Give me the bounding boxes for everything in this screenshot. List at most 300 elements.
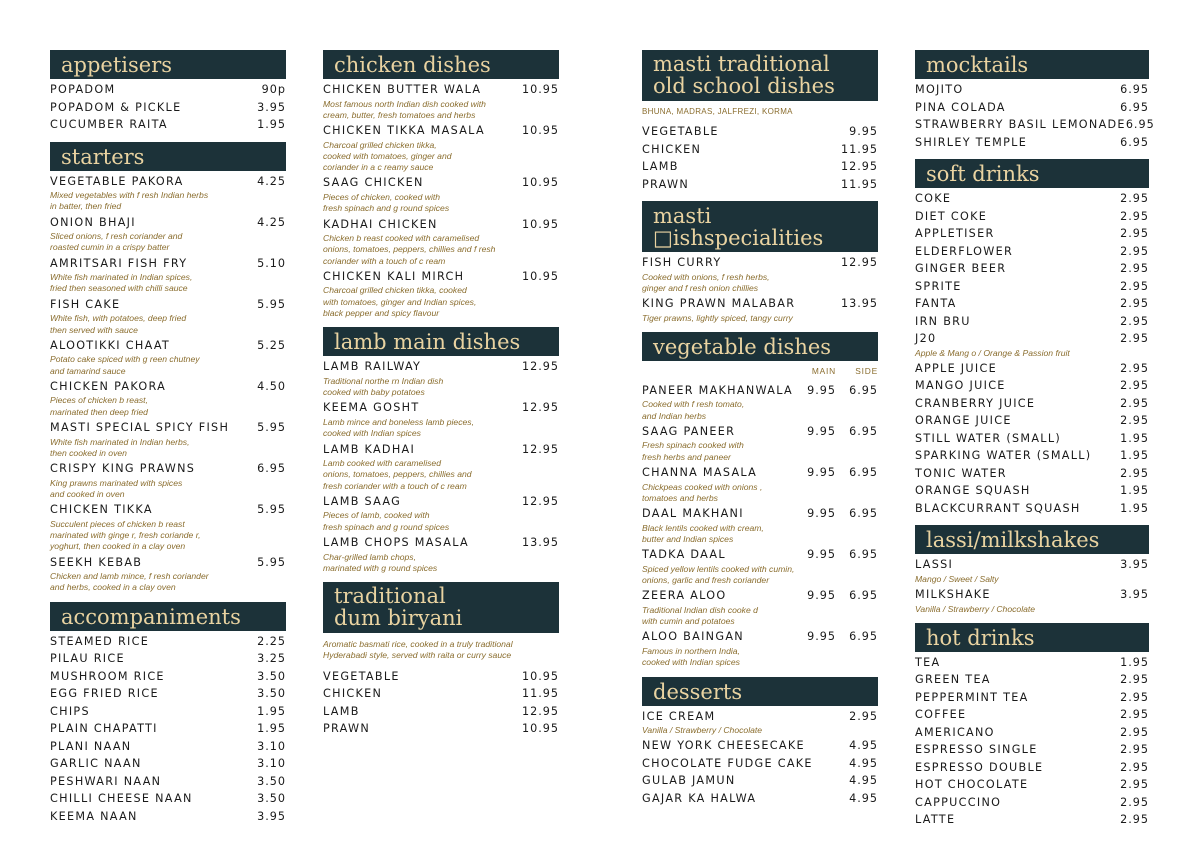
item-price: 1.95 [1120, 449, 1149, 463]
menu-item [915, 795, 1149, 812]
item-price: 11.95 [521, 687, 559, 701]
item-price: 2.95 [1120, 361, 1149, 375]
menu-item [915, 483, 1149, 500]
menu-item [323, 721, 559, 738]
item-name: TONIC WATER [915, 466, 1007, 480]
menu-item [915, 448, 1149, 465]
item-description [50, 190, 286, 213]
item-description [323, 376, 559, 399]
menu-section [915, 525, 1149, 615]
item-name: CRANBERRY JUICE [915, 396, 1036, 410]
section-header [915, 159, 1149, 188]
item-price: 1.95 [1120, 655, 1149, 669]
item-price: 10.95 [521, 124, 559, 138]
item-name: KEEMA GOSHT [323, 401, 420, 415]
section-header [50, 602, 286, 631]
description-line: butter and Indian spices [642, 533, 734, 544]
menu-column-2 [323, 50, 559, 746]
item-description [642, 725, 878, 736]
menu-item [915, 279, 1149, 296]
description-line: and herbs, cooked in a clay oven [50, 582, 176, 593]
price-column-header: MAIN [811, 365, 836, 376]
item-row [642, 791, 878, 808]
item-price: 3.95 [257, 809, 286, 823]
item-row [323, 217, 559, 234]
item-name: SAAG CHICKEN [323, 176, 424, 190]
item-row [323, 175, 559, 192]
description-line: cooked with baby potatoes [323, 387, 425, 398]
item-row [642, 773, 878, 790]
price-column-headers [642, 361, 878, 380]
item-description [642, 646, 878, 669]
item-row [915, 361, 1149, 378]
item-price-main: 9.95 [807, 466, 836, 480]
item-row [915, 448, 1149, 465]
item-row [642, 424, 878, 441]
item-row [915, 209, 1149, 226]
item-name: FISH CURRY [642, 256, 722, 269]
item-name: CUCUMBER RAITA [50, 118, 168, 131]
description-line: fried then seasoned with chilli sauce [50, 283, 188, 294]
item-price: 2.95 [1120, 192, 1149, 205]
item-name: CHIPS [50, 704, 90, 718]
menu-section [323, 582, 559, 738]
item-price: 10.95 [521, 83, 559, 96]
item-row [642, 756, 878, 773]
item-name: STRAWBERRY BASIL LEMONADE [915, 118, 1126, 131]
description-line: White fish marinated in Indian herbs, [50, 436, 190, 447]
item-price: 3.95 [257, 100, 286, 114]
intro-line: Aromatic basmati rice, cooked in a truly traditional [323, 639, 513, 650]
item-name: COFFEE [915, 708, 967, 722]
item-name: TEA [915, 655, 941, 669]
item-row [323, 704, 559, 721]
item-name: PEPPERMINT TEA [915, 690, 1029, 704]
item-name: MASTI SPECIAL SPICY FISH [50, 421, 230, 435]
menu-items [642, 121, 878, 193]
item-price: 10.95 [521, 669, 559, 683]
description-line: Black lentils cooked with cream, [642, 522, 764, 533]
menu-item [50, 686, 286, 703]
menu-item [642, 142, 878, 159]
description-line: Lamb cooked with caramelised [323, 458, 441, 469]
section-subtitle: BHUNA, MADRAS, JALFREZI, KORMA [642, 107, 793, 116]
item-price: 3.50 [257, 774, 286, 788]
item-prices [794, 465, 878, 482]
item-name: APPLE JUICE [915, 361, 997, 375]
item-row [915, 431, 1149, 448]
item-name: PLAIN CHAPATTI [50, 722, 158, 736]
menu-items [915, 652, 1149, 829]
item-name: CHICKEN [642, 142, 702, 156]
menu-item [50, 774, 286, 791]
description-line: Most famous north Indian dish cooked with [323, 98, 486, 109]
item-price: 2.95 [1120, 778, 1149, 792]
description-line: Famous in northern India, [642, 645, 740, 656]
item-description [323, 140, 559, 174]
menu-item [915, 209, 1149, 226]
item-prices [794, 383, 878, 400]
item-name: GREEN TEA [915, 673, 991, 687]
item-description [50, 395, 286, 418]
item-row [50, 686, 286, 703]
item-prices [794, 629, 878, 646]
description-line: Chicken and lamb mince, f resh coriander [50, 571, 209, 582]
item-row [642, 629, 878, 646]
menu-item [915, 396, 1149, 413]
section-title: mocktails [926, 53, 1029, 77]
section-title: masti traditional [653, 52, 830, 76]
item-row [915, 501, 1149, 518]
menu-item [323, 269, 559, 319]
item-price: 2.95 [1120, 708, 1149, 722]
item-price: 3.25 [257, 652, 286, 666]
menu-item [915, 742, 1149, 759]
menu-item [915, 812, 1149, 829]
item-name: KING PRAWN MALABAR [642, 297, 796, 311]
menu-items [915, 79, 1155, 151]
description-line: cooked with Indian spices [323, 428, 421, 439]
item-price: 6.95 [1125, 118, 1155, 131]
item-description [50, 519, 286, 553]
item-price: 3.50 [257, 792, 286, 806]
price-column-header: SIDE [855, 365, 878, 376]
menu-item [915, 760, 1149, 777]
item-price-side: 6.95 [849, 548, 878, 562]
section-header [915, 525, 1149, 554]
menu-item [323, 669, 559, 686]
description-line: White fish, with potatoes, deep fried [50, 313, 187, 324]
menu-item [915, 655, 1149, 672]
item-price: 2.95 [1120, 466, 1149, 480]
item-row [915, 279, 1149, 296]
description-line: marinated then deep fried [50, 406, 148, 417]
item-description [323, 99, 559, 122]
item-name: ALOO BAINGAN [642, 630, 744, 644]
item-row [915, 587, 1149, 604]
item-price-main: 9.95 [807, 507, 836, 521]
menu-item [323, 217, 559, 267]
section-title: traditional [334, 584, 446, 609]
item-row [642, 177, 878, 194]
item-name: GULAB JAMUN [642, 774, 736, 788]
menu-item [50, 256, 286, 295]
item-row [915, 466, 1149, 483]
menu-item [323, 442, 559, 492]
menu-column-4 [915, 50, 1155, 837]
item-description [642, 399, 878, 422]
item-name: EGG FRIED RICE [50, 687, 159, 701]
item-price: 10.95 [521, 217, 559, 231]
item-price: 2.95 [1120, 262, 1149, 275]
item-row [642, 738, 878, 755]
menu-section [642, 332, 878, 669]
item-name: BLACKCURRANT SQUASH [915, 501, 1081, 515]
menu-items [915, 188, 1149, 517]
item-description [642, 605, 878, 628]
item-row [323, 686, 559, 703]
menu-section [50, 50, 286, 134]
item-description [323, 552, 559, 575]
item-price: 2.95 [1120, 725, 1149, 739]
menu-item [915, 501, 1149, 518]
menu-item [915, 331, 1149, 359]
menu-items [642, 380, 878, 669]
item-name: FISH CAKE [50, 297, 121, 311]
item-row [915, 296, 1149, 313]
description-line: Charcoal grilled chicken tikka, cooked [323, 285, 467, 296]
menu-item [50, 555, 286, 594]
menu-item [915, 587, 1149, 615]
description-line: cooked with tomatoes, ginger and [323, 150, 452, 161]
item-name: LATTE [915, 813, 956, 827]
item-name: LAMB CHOPS MASALA [323, 536, 469, 550]
item-price: 6.95 [1120, 83, 1149, 96]
description-line: cream, butter, fresh tomatoes and herbs [323, 109, 476, 120]
menu-item [50, 420, 286, 459]
description-line: with tomatoes, ginger and Indian spices, [323, 296, 477, 307]
item-name: DAAL MAKHANI [642, 507, 744, 521]
item-row [50, 555, 286, 572]
section-header [323, 582, 559, 633]
item-price-side: 6.95 [849, 383, 878, 397]
item-row [915, 707, 1149, 724]
item-price: 2.95 [1120, 227, 1149, 240]
description-line: onions, tomatoes, peppers, chillies and f resh [323, 244, 496, 255]
menu-column-1 [50, 50, 286, 833]
item-price: 2.95 [1120, 795, 1149, 809]
item-description [915, 604, 1149, 615]
description-line: Mango / Sweet / Salty [915, 573, 999, 584]
item-name: GAJAR KA HALWA [642, 791, 757, 805]
item-price-side: 6.95 [849, 424, 878, 438]
item-prices [794, 506, 878, 523]
menu-items [50, 79, 286, 134]
item-price: 2.95 [1120, 314, 1149, 328]
item-row [323, 123, 559, 140]
item-description [50, 313, 286, 336]
item-price: 5.95 [257, 555, 286, 569]
description-line: Pieces of chicken b reast, [50, 395, 148, 406]
description-line: onions, garlic and fresh coriander [642, 575, 770, 586]
item-row [50, 791, 286, 808]
menu-items [323, 79, 559, 319]
item-price: 2.95 [1120, 209, 1149, 223]
menu-item [642, 296, 878, 324]
item-price: 1.95 [257, 118, 286, 131]
menu-item [642, 547, 878, 586]
section-title: hot drinks [926, 625, 1035, 650]
menu-item [50, 502, 286, 552]
item-row [50, 420, 286, 437]
item-price: 6.95 [257, 462, 286, 476]
menu-item [50, 739, 286, 756]
item-row [642, 547, 878, 564]
item-name: LASSI [915, 558, 954, 572]
menu-item [323, 686, 559, 703]
section-title: appetisers [61, 53, 173, 77]
item-row [915, 226, 1149, 243]
item-price: 2.95 [1120, 279, 1149, 293]
menu-item [323, 494, 559, 533]
item-description [50, 231, 286, 254]
item-description [323, 192, 559, 215]
item-price: 3.10 [257, 739, 286, 753]
description-line: tomatoes and herbs [642, 492, 718, 503]
item-name: PRAWN [323, 722, 371, 736]
menu-item [915, 690, 1149, 707]
item-name: NEW YORK CHEESECAKE [642, 739, 805, 753]
item-row [915, 742, 1149, 759]
section-header [642, 332, 878, 361]
item-description [642, 482, 878, 505]
item-name: AMERICANO [915, 725, 995, 739]
menu-item [642, 756, 878, 773]
item-name: ICE CREAM [642, 709, 716, 723]
menu-item [915, 314, 1149, 331]
description-line: fresh spinach and g round spices [323, 203, 450, 214]
description-line: marinated with ginge r, fresh coriande r, [50, 530, 201, 541]
description-line: Vanilla / Strawberry / Chocolate [915, 603, 1036, 614]
item-name: STILL WATER (SMALL) [915, 431, 1062, 445]
item-description [915, 348, 1149, 359]
item-prices [794, 547, 878, 564]
item-description [50, 571, 286, 594]
section-title: starters [61, 144, 145, 169]
menu-items [323, 666, 559, 738]
menu-items [642, 706, 878, 808]
description-line: Traditional northe rn Indian dish [323, 375, 444, 386]
item-row [915, 672, 1149, 689]
item-price: 4.95 [849, 756, 878, 770]
item-row [915, 760, 1149, 777]
menu-item [50, 704, 286, 721]
item-name: PLANI NAAN [50, 739, 132, 753]
menu-item [915, 557, 1149, 585]
item-price: 2.95 [1120, 297, 1149, 310]
description-line: Fresh spinach cooked with [642, 440, 744, 451]
item-name: CRISPY KING PRAWNS [50, 462, 196, 476]
description-line: fresh coriander with a touch of c ream [323, 480, 467, 491]
item-name: CHICKEN BUTTER WALA [323, 83, 482, 96]
description-line: roasted cumin in a crispy batter [50, 242, 170, 253]
item-price-main: 9.95 [807, 548, 836, 562]
item-price: 6.95 [1120, 100, 1149, 114]
item-name: COKE [915, 192, 952, 205]
item-name: CHICKEN TIKKA [50, 503, 153, 517]
menu-item [915, 296, 1149, 313]
item-name: ESPRESSO SINGLE [915, 743, 1038, 757]
description-line: King prawns marinated with spices [50, 477, 183, 488]
menu-section [50, 602, 286, 826]
item-row [642, 588, 878, 605]
item-price: 2.95 [1120, 332, 1149, 345]
section-header [50, 142, 286, 171]
item-description [915, 574, 1149, 585]
item-name: ORANGE SQUASH [915, 484, 1031, 498]
item-price: 2.95 [1120, 379, 1149, 393]
item-price-side: 6.95 [849, 630, 878, 644]
menu-item [50, 117, 286, 134]
item-price: 3.95 [1120, 588, 1149, 602]
item-price: 2.95 [849, 709, 878, 723]
item-price: 1.95 [257, 704, 286, 718]
item-price: 5.10 [257, 256, 286, 270]
description-line: Pieces of chicken, cooked with [323, 191, 441, 202]
description-line: with cumin and potatoes [642, 616, 735, 627]
menu-items [915, 554, 1149, 615]
menu-item [50, 297, 286, 336]
section-title: soft drinks [926, 162, 1040, 186]
item-row [642, 124, 878, 141]
item-price: 12.95 [521, 494, 559, 508]
menu-item [323, 82, 559, 121]
item-row [915, 378, 1149, 395]
menu-item [642, 791, 878, 808]
item-name: MANGO JUICE [915, 379, 1006, 393]
item-name: MOJITO [915, 83, 964, 96]
item-row [50, 461, 286, 478]
description-line: Chicken b reast cooked with caramelised [323, 233, 480, 244]
item-price: 3.50 [257, 687, 286, 701]
description-line: and Indian herbs [642, 410, 707, 421]
item-row [323, 269, 559, 286]
description-line: Char-grilled lamb chops, [323, 551, 416, 562]
item-row [642, 142, 878, 159]
menu-item [50, 809, 286, 826]
item-name: ESPRESSO DOUBLE [915, 760, 1044, 774]
item-row [915, 82, 1149, 99]
item-name: HOT CHOCOLATE [915, 778, 1029, 792]
item-price: 11.95 [840, 142, 878, 156]
item-price: 9.95 [849, 125, 878, 138]
menu-item [642, 255, 878, 294]
item-row [915, 812, 1149, 829]
item-name: LAMB RAILWAY [323, 360, 422, 374]
item-row [50, 634, 286, 651]
menu-item [642, 629, 878, 668]
menu-item [915, 82, 1149, 99]
section-title: vegetable dishes [653, 334, 832, 359]
menu-item [50, 338, 286, 377]
item-row [915, 244, 1149, 261]
item-row [50, 774, 286, 791]
item-row [915, 331, 1149, 348]
menu-item [50, 669, 286, 686]
description-line: Potato cake spiced with g reen chutney [50, 354, 200, 365]
item-name: APPLETISER [915, 227, 995, 240]
menu-item [50, 174, 286, 213]
item-prices [794, 424, 878, 441]
menu-section [915, 50, 1155, 151]
menu-item [323, 359, 559, 398]
menu-item [50, 651, 286, 668]
item-name: AMRITSARI FISH FRY [50, 256, 188, 270]
item-row [915, 261, 1149, 278]
item-row [915, 777, 1149, 794]
section-title: lassi/milkshakes [926, 528, 1100, 553]
menu-item [642, 383, 878, 422]
menu-item [915, 261, 1149, 278]
item-description [323, 458, 559, 492]
item-row [642, 296, 878, 313]
menu-section [915, 623, 1149, 829]
menu-items [50, 171, 286, 594]
item-price: 3.10 [257, 757, 286, 771]
item-name: LAMB [323, 704, 360, 718]
menu-item [915, 413, 1149, 430]
description-line: then cooked in oven [50, 447, 127, 458]
